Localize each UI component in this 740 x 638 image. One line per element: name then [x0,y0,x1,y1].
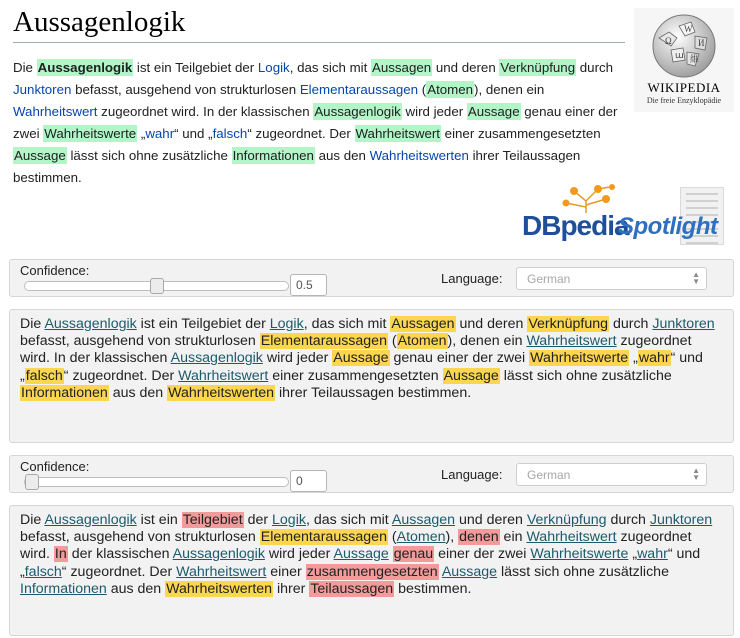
entity-annotation[interactable]: Aussagenlogik [37,60,133,75]
entity-annotation[interactable]: Teilgebiet [182,512,243,528]
entity-link[interactable]: Logik [257,60,290,75]
entity-link[interactable]: Junktoren [652,316,715,332]
entity-link[interactable]: wahr [145,126,175,141]
text-segment: bestimmen. [394,580,472,597]
text-segment: lässt sich ohne zusätzliche [499,367,672,384]
text-segment: durch [576,60,614,75]
slider-handle[interactable] [150,278,164,294]
text-segment: einer zusammengesetzten [268,367,443,384]
svg-text:W: W [684,24,693,34]
text-segment: befasst, ausgehend von strukturlosen [20,529,260,546]
text-segment: “ zugeordnet. Der [247,126,355,141]
text-segment: einer zusammengesetzten [440,126,601,141]
confidence-slider[interactable] [24,477,289,487]
entity-annotation[interactable]: Wahrheitswerten [166,580,273,597]
language-select[interactable] [516,267,707,290]
entity-link[interactable]: Verknüpfung [526,512,607,528]
entity-link[interactable]: Wahrheitswert [13,104,98,119]
entity-link[interactable]: Logik [269,316,304,332]
entity-annotation[interactable]: Aussagen [391,316,455,332]
confidence-slider[interactable] [24,281,289,291]
text-segment: einer [266,563,306,580]
text-segment: Die [20,316,45,332]
text-segment: aus den [314,148,370,163]
entity-annotation[interactable]: wahr [638,350,670,367]
entity-annotation[interactable]: Atomen [427,82,474,97]
text-segment: ( [387,333,397,350]
entity-link[interactable]: Wahrheitswerten [369,148,469,163]
wikipedia-globe-icon [647,8,721,82]
confidence-label: Confidence: [20,263,90,278]
entity-annotation[interactable]: Wahrheitswerte [530,350,629,367]
text-segment: der klassischen [67,546,173,563]
entity-annotation[interactable]: Aussage [14,148,66,163]
entity-link[interactable]: Logik [272,512,306,528]
text-segment: , das sich mit [303,316,391,332]
entity-link[interactable]: Aussagenlogik [170,350,263,367]
svg-text:維: 維 [690,54,700,64]
entity-annotation[interactable]: Wahrheitswert [355,126,440,141]
text-segment: genau einer der zwei [389,350,530,367]
text-segment: , das sich mit [289,60,371,75]
entity-annotation[interactable]: falsch [25,367,63,384]
text-segment: durch [609,316,653,332]
text-segment: ), denen ein [447,333,527,350]
entity-annotation[interactable]: Aussage [333,350,389,367]
entity-annotation[interactable]: Wahrheitswerte [44,126,137,141]
text-segment: Die [13,60,37,75]
settings-panel-2 [9,455,734,493]
entity-link[interactable]: wahr [637,546,668,563]
text-segment: zugeordnet wird. [20,529,692,563]
entity-annotation[interactable]: Aussagenlogik [314,104,401,119]
entity-annotation[interactable]: Aussage [467,104,520,119]
text-segment: ihrer Teilaussagen bestimmen. [13,148,581,185]
text-segment: wird jeder [264,546,334,563]
entity-link[interactable]: Aussage [441,563,498,580]
entity-link[interactable]: Junktoren [649,512,713,528]
language-label: Language: [441,467,503,482]
text-segment: aus den [108,384,168,401]
text-segment: wird jeder [401,104,467,119]
language-select[interactable] [516,463,707,486]
entity-annotation[interactable]: genau [393,546,434,563]
entity-link[interactable]: Aussage [333,546,389,563]
entity-link[interactable]: Aussagenlogik [44,512,137,528]
entity-annotation[interactable]: Verknüpfung [528,316,609,332]
text-segment: und deren [455,316,528,332]
text-segment: Die [20,512,45,528]
entity-link[interactable]: Atomen [396,529,446,546]
text-segment: zugeordnet wird. In der klassischen [97,104,314,119]
text-segment: ihrer [273,580,310,597]
entity-link[interactable]: Wahrheitswert [178,367,269,384]
annotation-output-1 [9,309,734,443]
entity-annotation[interactable]: In [54,546,67,563]
dbpedia-spotlight-logo [518,183,730,249]
text-segment: ist ein Teilgebiet der [136,316,270,332]
entity-link[interactable]: Informationen [20,580,107,597]
entity-annotation[interactable]: Elementaraussagen [260,529,387,546]
entity-link[interactable]: Aussagenlogik [44,316,137,332]
page-title: Aussagenlogik [13,4,625,43]
entity-link[interactable]: falsch [212,126,248,141]
wikipedia-logo [634,8,734,112]
entity-link[interactable]: falsch [24,563,62,580]
text-segment: und deren [455,512,527,528]
text-segment: ihrer Teilaussagen bestimmen. [275,384,472,401]
text-segment: „ [137,126,146,141]
svg-text:И: И [698,38,705,48]
entity-annotation[interactable]: Verknüpfung [500,60,576,75]
slider-handle[interactable] [25,474,39,490]
text-segment: “ zugeordnet. Der [61,563,177,580]
annotated-text [20,512,723,598]
confidence-input[interactable]: 0.5 [290,274,327,296]
entity-annotation[interactable]: Informationen [232,148,314,163]
entity-annotation[interactable]: zusammengesetzten [306,563,438,580]
text-segment: zugeordnet wird. In der klassischen [20,333,692,367]
wikipedia-tagline: Die freie Enzyklopädie [646,96,722,105]
dbpedia-wordmark: DBpedia [522,210,629,241]
entity-annotation[interactable]: Teilaussagen [310,580,394,597]
text-segment: ist ein Teilgebiet der [133,60,258,75]
entity-link[interactable]: Aussagen [391,512,456,528]
text-segment: „ [628,546,638,563]
entity-link[interactable]: Elementaraussagen [299,82,419,97]
annotation-output-2 [9,505,734,636]
entity-link[interactable]: Wahrheitswert [526,529,617,546]
entity-link[interactable]: Junktoren [13,82,72,97]
entity-link[interactable]: Aussagenlogik [172,546,265,563]
text-segment: durch [606,512,650,528]
text-segment: lässt sich ohne zusätzliche [66,148,232,163]
language-label: Language: [441,271,503,286]
entity-link[interactable]: Wahrheitswert [526,333,617,350]
svg-text:Ω: Ω [665,36,672,46]
entity-annotation[interactable]: Elementaraussagen [260,333,387,350]
entity-annotation[interactable]: Wahrheitswerten [168,384,275,401]
text-segment: , das sich mit [305,512,392,528]
text-segment: ( [418,82,427,97]
text-segment: ), denen ein [474,82,545,97]
text-segment: ( [387,529,397,546]
text-segment: befasst, ausgehend von strukturlosen [20,333,260,350]
text-segment: ), [445,529,459,546]
confidence-input[interactable]: 0 [290,470,327,492]
text-segment: ist ein [136,512,182,528]
text-segment: aus den [106,580,166,597]
text-segment: lässt sich ohne zusätzliche [497,563,669,580]
text-segment: befasst, ausgehend von strukturlosen [71,82,300,97]
entity-annotation[interactable]: Aussagen [371,60,432,75]
text-segment: “ zugeordnet. Der [63,367,179,384]
svg-text:ա: ա [675,50,684,60]
spotlight-wordmark: Spotlight [618,213,718,240]
wiki-paragraph [13,57,625,189]
text-segment: wird jeder [262,350,333,367]
text-segment: und deren [432,60,500,75]
entity-link[interactable]: Wahrheitswert [176,563,267,580]
settings-panel-1 [9,259,734,297]
entity-annotation[interactable]: denen [459,529,499,546]
text-segment: genau einer der zwei [13,104,618,141]
entity-link[interactable]: Wahrheitswerte [530,546,629,563]
text-segment: der [243,512,273,528]
text-segment: „ [629,350,638,367]
wikipedia-wordmark: WIKIPEDIA [647,80,721,95]
confidence-label: Confidence: [20,459,90,474]
text-segment: “ und „ [20,350,703,384]
text-segment: ein [499,529,527,546]
wikipedia-excerpt [0,0,740,255]
text-segment: “ und „ [174,126,213,141]
entity-annotation[interactable]: Atomen [397,333,447,350]
entity-annotation[interactable]: Informationen [21,384,108,401]
text-segment: “ und „ [20,546,701,580]
network-tree-icon [556,183,626,213]
select-caret-icon: ▲ ▼ [692,466,700,482]
annotated-text [20,316,723,402]
text-segment: einer der zwei [434,546,531,563]
select-caret-icon: ▲ ▼ [692,270,700,286]
entity-annotation[interactable]: Aussage [443,367,499,384]
language-value: German [527,272,571,286]
language-value: German [527,468,571,482]
